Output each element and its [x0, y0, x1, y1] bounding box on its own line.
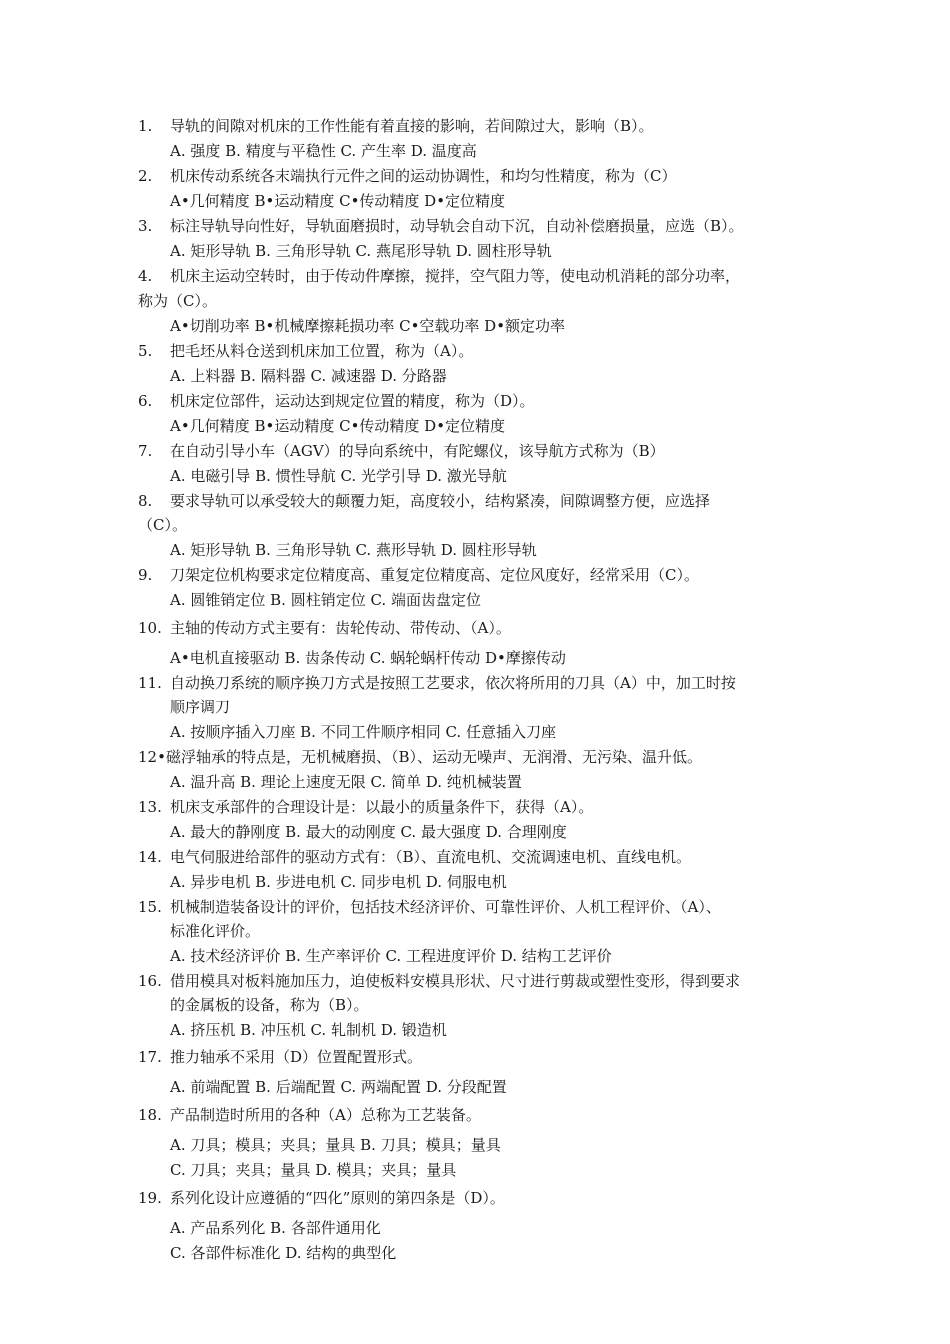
question-text: 产品制造时所用的各种（A）总称为工艺装备。 [170, 1106, 481, 1124]
question-number: 17. [138, 1048, 162, 1066]
question-number: 8. [138, 492, 153, 510]
question-options: A. 异步电机 B. 步进电机 C. 同步电机 D. 伺服电机 [170, 873, 507, 891]
question-options: A•切削功率 B•机械摩擦耗损功率 C•空载功率 D•额定功率 [170, 317, 566, 335]
question-text-continued: 标准化评价。 [170, 922, 261, 940]
question-text: 电气伺服进给部件的驱动方式有：（B）、直流电机、交流调速电机、直线电机。 [170, 848, 692, 866]
question-number: 11. [138, 674, 162, 692]
question-text: 机床主运动空转时，由于传动件摩擦，搅拌，空气阻力等，使电动机消耗的部分功率， [170, 267, 741, 285]
question-text: 标注导轨导向性好，导轨面磨损时，动导轨会自动下沉，自动补偿磨损量，应选（B）。 [170, 217, 744, 235]
question-number: 12• [138, 748, 166, 766]
question-number: 7. [138, 442, 153, 460]
question-number: 2. [138, 167, 153, 185]
question-number: 15. [138, 898, 162, 916]
question-number: 5. [138, 342, 153, 360]
question-options: A•几何精度 B•运动精度 C•传动精度 D•定位精度 [170, 417, 506, 435]
question-number: 13. [138, 798, 162, 816]
question-number: 14. [138, 848, 162, 866]
question-options: C. 刀具；夹具；量具 D. 模具；夹具；量具 [170, 1161, 457, 1179]
question-number: 10. [138, 619, 162, 637]
question-options: A•电机直接驱动 B. 齿条传动 C. 蜗轮蜗杆传动 D•摩擦传动 [170, 649, 566, 667]
question-options: A. 圆锥销定位 B. 圆柱销定位 C. 端面齿盘定位 [170, 591, 481, 609]
question-options: A. 技术经济评价 B. 生产率评价 C. 工程进度评价 D. 结构工艺评价 [170, 947, 612, 965]
question-options: C. 各部件标准化 D. 结构的典型化 [170, 1244, 397, 1262]
question-options: A. 电磁引导 B. 惯性导航 C. 光学引导 D. 激光导航 [170, 467, 507, 485]
question-text: 要求导轨可以承受较大的颠覆力矩，高度较小，结构紧凑，间隙调整方便，应选择 [170, 492, 711, 510]
question-number: 6. [138, 392, 153, 410]
question-number: 18. [138, 1106, 162, 1124]
question-options: A. 强度 B. 精度与平稳性 C. 产生率 D. 温度高 [170, 142, 477, 160]
question-options: A. 矩形导轨 B. 三角形导轨 C. 燕形导轨 D. 圆柱形导轨 [170, 541, 537, 559]
question-text: 磁浮轴承的特点是，无机械磨损、（B）、运动无噪声、无润滑、无污染、温升低。 [165, 748, 702, 766]
question-text: 机床传动系统各末端执行元件之间的运动协调性，和均匀性精度，称为（C） [170, 167, 677, 185]
question-text: 刀架定位机构要求定位精度高、重复定位精度高、定位风度好，经常采用（C）。 [170, 566, 699, 584]
question-text: 自动换刀系统的顺序换刀方式是按照工艺要求，依次将所用的刀具（A）中，加工时按 [170, 674, 736, 692]
question-text-continued: 的金属板的设备，称为（B）。 [170, 996, 369, 1014]
question-text: 导轨的间隙对机床的工作性能有着直接的影响，若间隙过大，影响（B）。 [170, 117, 654, 135]
question-options: A. 产品系列化 B. 各部件通用化 [170, 1219, 381, 1237]
question-options: A. 最大的静刚度 B. 最大的动刚度 C. 最大强度 D. 合理刚度 [170, 823, 567, 841]
question-text: 在自动引导小车（AGV）的导向系统中，有陀螺仪，该导航方式称为（B） [170, 442, 665, 460]
question-text-continued: 顺序调刀 [170, 698, 231, 716]
question-options: A. 刀具；模具；夹具；量具 B. 刀具；模具；量具 [170, 1136, 501, 1154]
question-row [138, 747, 702, 767]
question-text: 系列化设计应遵循的“四化”原则的第四条是（D）。 [170, 1189, 505, 1207]
question-text: 借用模具对板料施加压力，迫使板料安模具形状、尺寸进行剪裁或塑性变形，得到要求 [170, 972, 741, 990]
question-text-continued: 称为（C）。 [138, 292, 217, 310]
question-text: 机床支承部件的合理设计是：以最小的质量条件下，获得（A）。 [170, 798, 594, 816]
question-options: A•几何精度 B•运动精度 C•传动精度 D•定位精度 [170, 192, 506, 210]
question-text: 机械制造装备设计的评价，包括技术经济评价、可靠性评价、人机工程评价、（A）、 [170, 898, 721, 916]
question-number: 4. [138, 267, 153, 285]
question-text: 把毛坯从料仓送到机床加工位置，称为（A）。 [170, 342, 474, 360]
question-text: 主轴的传动方式主要有：齿轮传动、带传动、（A）。 [170, 619, 511, 637]
question-options: A. 温升高 B. 理论上速度无限 C. 简单 D. 纯机械装置 [170, 773, 522, 791]
question-options: A. 矩形导轨 B. 三角形导轨 C. 燕尾形导轨 D. 圆柱形导轨 [170, 242, 552, 260]
question-options: A. 前端配置 B. 后端配置 C. 两端配置 D. 分段配置 [170, 1078, 507, 1096]
question-text: 机床定位部件，运动达到规定位置的精度，称为（D）。 [170, 392, 535, 410]
question-number: 3. [138, 217, 153, 235]
question-number: 1. [138, 117, 153, 135]
question-number: 9. [138, 566, 153, 584]
question-options: A. 挤压机 B. 冲压机 C. 轧制机 D. 锻造机 [170, 1021, 447, 1039]
question-options: A. 上料器 B. 隔料器 C. 减速器 D. 分路器 [170, 367, 447, 385]
question-number: 16. [138, 972, 162, 990]
question-text-continued: （C）。 [138, 516, 187, 534]
question-options: A. 按顺序插入刀座 B. 不同工件顺序相同 C. 任意插入刀座 [170, 723, 556, 741]
question-number: 19. [138, 1189, 162, 1207]
question-text: 推力轴承不采用（D）位置配置形式。 [170, 1048, 423, 1066]
